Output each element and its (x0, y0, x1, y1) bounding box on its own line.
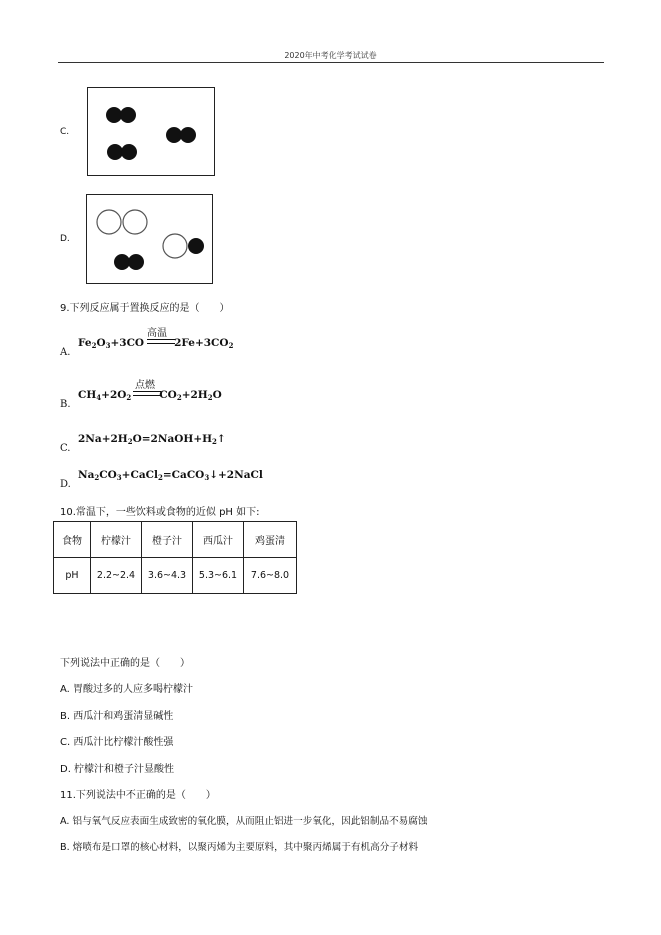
molecule-d3 (114, 254, 144, 270)
ph-table-header-cell: 西瓜汁 (193, 522, 244, 558)
q10-option-a[interactable]: A. 胃酸过多的人应多喝柠檬汁 (60, 684, 194, 695)
ph-table-cell: pH (54, 558, 91, 594)
q11-option-a[interactable]: A. 铝与氧气反应表面生成致密的氧化膜，从而阻止铝进一步氧化，因此铝制品不易腐蚀 (60, 816, 428, 827)
q9-option-a[interactable] (60, 340, 70, 359)
ph-table-header-cell: 橙子汁 (142, 522, 193, 558)
ph-table-header-cell: 柠檬汁 (91, 522, 142, 558)
q9-option-c-letter: C. (60, 443, 71, 454)
ph-table-header-row (54, 522, 297, 558)
ph-table-cell: 3.6~4.3 (142, 558, 193, 594)
q9-option-b-equation: $CH_4+2O_2$ $CO_2+2H_2O$ (78, 389, 222, 402)
ph-table-cell: 5.3~6.1 (193, 558, 244, 594)
q10-option-b[interactable]: B. 西瓜汁和鸡蛋清显碱性 (60, 711, 174, 722)
figure-d-molecules (87, 195, 212, 283)
q10-sub-stem: 下列说法中正确的是（ ） (60, 658, 190, 669)
page-header: 2020年中考化学考试试卷 (284, 51, 377, 60)
figure-d-box (86, 194, 213, 284)
ph-table-cell: 2.2~2.4 (91, 558, 142, 594)
q9-option-b-letter: B. (60, 399, 71, 410)
q11-option-b[interactable]: B. 熔喷布是口罩的核心材料，以聚丙烯为主要原料，其中聚丙烯属于有机高分子材料 (60, 842, 419, 853)
ph-table-header-cell: 鸡蛋清 (244, 522, 297, 558)
q9-option-a-equals (147, 339, 175, 344)
q9-option-d[interactable] (60, 472, 71, 491)
q9-option-a-letter: A. (60, 347, 71, 358)
q9-option-c-equation: $2Na+2H_2O=2NaOH+H_2↑$ (78, 433, 226, 446)
q9-option-d-equation: $Na_2CO_3+CaCl_2=CaCO_3↓+2NaCl$ (78, 469, 263, 482)
q10-stem: 10.常温下，一些饮料或食物的近似 pH 如下: (60, 507, 260, 518)
figure-c-label: C. (60, 127, 70, 137)
molecule-c3 (107, 144, 137, 160)
q9-option-b-condition: 点燃 (135, 380, 155, 391)
ph-table-cell: 7.6~8.0 (244, 558, 297, 594)
molecule-d1 (97, 210, 147, 234)
q9-option-a-condition: 高温 (147, 328, 167, 339)
q10-option-c[interactable]: C. 西瓜汁比柠檬汁酸性强 (60, 737, 174, 748)
molecule-c2 (166, 127, 196, 143)
q9-stem: 9.下列反应属于置换反应的是（ ） (60, 303, 230, 314)
q9-option-b[interactable] (60, 392, 71, 411)
q9-option-c[interactable] (60, 436, 70, 455)
ph-table (53, 521, 297, 594)
q9-option-a-equation: $Fe_2O_3+3CO$ $2Fe+3CO_2$ (78, 337, 234, 350)
figure-c-molecules (88, 88, 214, 175)
ph-table-value-row (54, 558, 297, 594)
ph-table-header-cell: 食物 (54, 522, 91, 558)
q9-option-d-letter: D. (60, 479, 71, 490)
figure-c-box (87, 87, 215, 176)
q9-option-b-equals (133, 391, 161, 396)
q10-option-d[interactable]: D. 柠檬汁和橙子汁显酸性 (60, 764, 175, 775)
q11-stem: 11.下列说法中不正确的是（ ） (60, 790, 216, 801)
header-rule (58, 62, 604, 63)
figure-d-label: D. (60, 234, 70, 244)
molecule-d2 (163, 234, 204, 258)
molecule-c1 (106, 107, 136, 123)
